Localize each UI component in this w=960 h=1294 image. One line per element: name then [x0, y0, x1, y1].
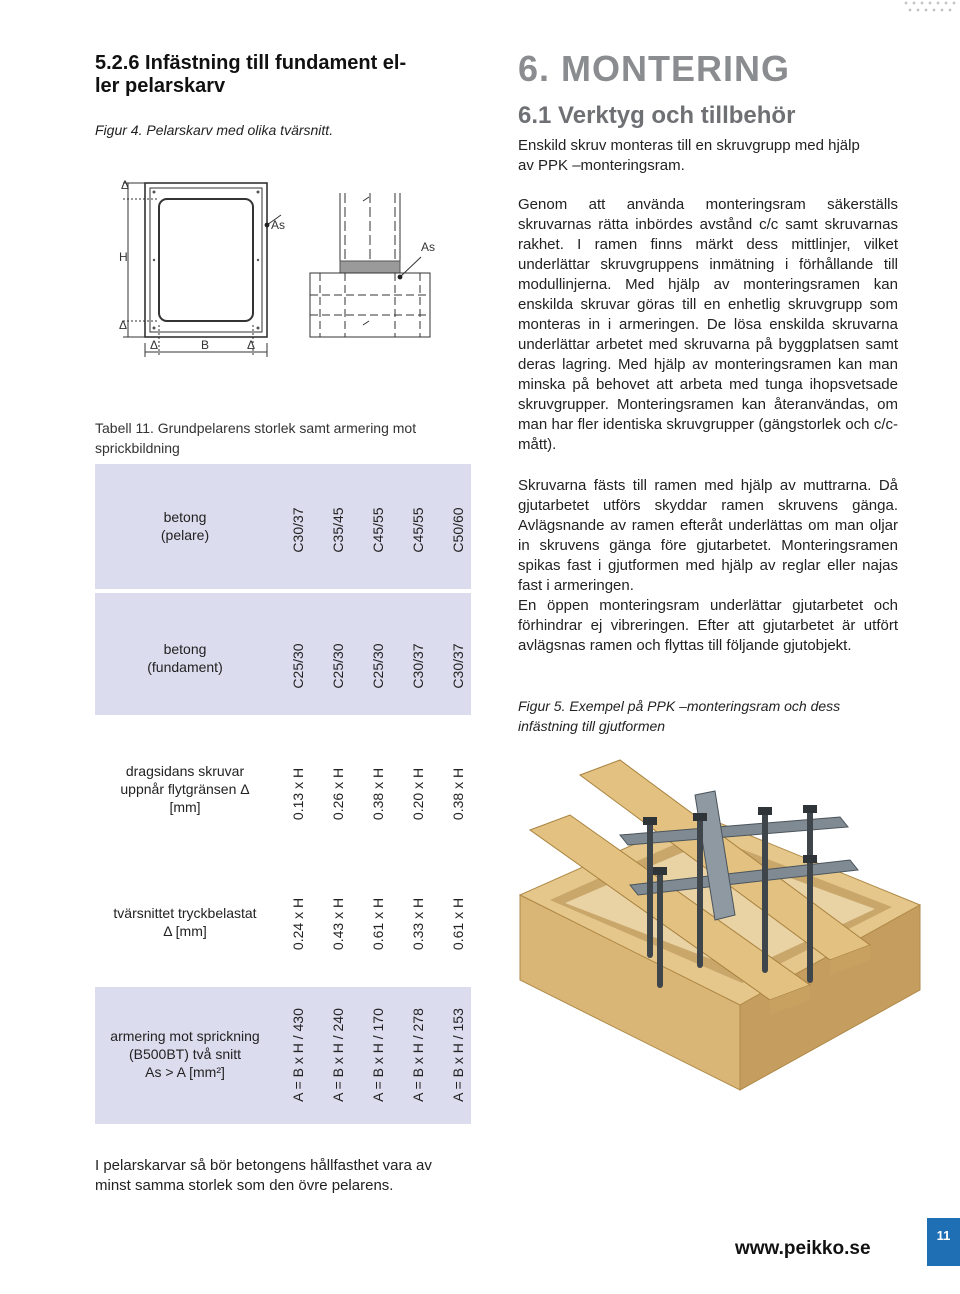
table-11	[95, 464, 471, 1124]
row-label-betong-fundament: betong (fundament)	[147, 641, 223, 675]
table-cell: A = B x H / 278	[410, 1008, 426, 1102]
row-label-dragsidans-skruvar: dragsidans skruvar uppnår flytgränsen Δ [mm]	[120, 763, 250, 815]
as-label-right: As	[421, 240, 436, 254]
paragraph-1: Genom att använda monteringsram säkerställs skruvarnas rätta inbördes avstånd c/c samt skruvarnas rakhet. I ramen finns märkt dess mittlinjer, vilket underlättar skruvgruppens inmätning i förhållande till modullinjerna. Med hjälp av monteringsramen kan enskilda skruvar göras till en enhetlig skruvgrupp som monteras in i armeringen. De lösa enskilda skruvarna underlättar arbetet med skruvarna på byggplatsen samt deras lagring. Med hjälp av monteringsramen kan man minska på behovet att arbeta med tunga ihopsvetsade skruvgrupper. Monteringsramen kan återanvändas, om man har fler identiska skruvgrupper (gängstorlek och c/c-mått).	[518, 196, 898, 453]
delta-label-left: Δ	[150, 338, 159, 352]
paragraph-2: Skruvarna fästs till ramen med hjälp av muttrarna. Då gjutarbetet utförs skyddar ramen skruvens gänga. Avlägsnande av ramen efteråt underlättas om man oljar in skruvens gänga före gjutarbetet. Monteringsramen spikas fast i gjutformen med hjälp av reglar eller najas fast i armeringen.	[518, 477, 898, 594]
figure-5-mounting-frame-illustration	[510, 755, 940, 1100]
paragraph-3: En öppen monteringsram underlättar gjutarbetet och förhindrar ej vibreringen. Efter att gjutarbetet är utfört avlägsnas ramen och flyttas till följande gjutobjekt.	[518, 597, 898, 654]
table-cell: C25/30	[330, 643, 346, 689]
website-url[interactable]: www.peikko.se	[735, 1238, 871, 1259]
table-cell: 0.38 x H	[370, 767, 386, 821]
table-cell: C30/37	[450, 643, 466, 689]
table-cell: C50/60	[450, 507, 466, 553]
table-cell: A = B x H / 170	[370, 1008, 386, 1102]
table-cell: C25/30	[370, 643, 386, 689]
table-cell: A = B x H / 240	[330, 1008, 346, 1102]
row-label-armering: armering mot sprickning (B500BT) två snitt As > A [mm²]	[110, 1028, 260, 1080]
table-cell: C45/55	[410, 507, 426, 553]
table-cell: 0.43 x H	[330, 897, 346, 951]
row-label-betong-pelare: betong (pelare)	[160, 509, 210, 543]
figure-4-caption: Figur 4. Pelarskarv med olika tvärsnitt.	[95, 122, 334, 138]
table-cell: 0.20 x H	[410, 767, 426, 821]
table-cell: C35/45	[330, 507, 346, 553]
page-number: 11	[927, 1218, 960, 1266]
footer-note: I pelarskarvar så bör betongens hållfasthet vara av minst samma storlek som den övre pelarens.	[95, 1157, 432, 1194]
table-cell: C30/37	[410, 643, 426, 689]
table-cell: 0.61 x H	[450, 897, 466, 951]
delta-label-bottom: Δ	[119, 318, 128, 332]
row-label-tvarsnittet: tvärsnittet tryckbelastat Δ [mm]	[113, 905, 257, 939]
h-label: H	[119, 250, 128, 264]
delta-label-top: Δ	[121, 178, 130, 192]
intro-paragraph: Enskild skruv monteras till en skruvgrupp med hjälp av PPK –monteringsram.	[518, 137, 860, 174]
table-cell: A = B x H / 430	[290, 1008, 306, 1102]
table-11-caption: Tabell 11. Grundpelarens storlek samt armering mot sprickbildning	[95, 420, 417, 456]
table-cell: 0.33 x H	[410, 897, 426, 951]
b-label: B	[201, 338, 210, 352]
section-subtitle: 6.1 Verktyg och tillbehör	[518, 102, 796, 129]
table-cell: 0.13 x H	[290, 767, 306, 821]
table-cell: 0.61 x H	[370, 897, 386, 951]
section-heading: 5.2.6 Infästning till fundament el- ler pelarskarv	[95, 52, 407, 97]
table-cell: 0.38 x H	[450, 767, 466, 821]
figure-4-column-joint-diagram	[95, 175, 475, 365]
table-cell: A = B x H / 153	[450, 1008, 466, 1102]
table-cell: C45/55	[370, 507, 386, 553]
page-title: 6. MONTERING	[518, 48, 791, 89]
delta-label-right: Δ	[247, 338, 256, 352]
figure-5-caption: Figur 5. Exempel på PPK –monteringsram och dess infästning till gjutformen	[518, 698, 841, 734]
corner-dot-pattern	[900, 0, 960, 18]
table-cell: C25/30	[290, 643, 306, 689]
table-cell: C30/37	[290, 507, 306, 553]
table-cell: 0.24 x H	[290, 897, 306, 951]
table-cell: 0.26 x H	[330, 767, 346, 821]
as-label-left: As	[271, 218, 286, 232]
